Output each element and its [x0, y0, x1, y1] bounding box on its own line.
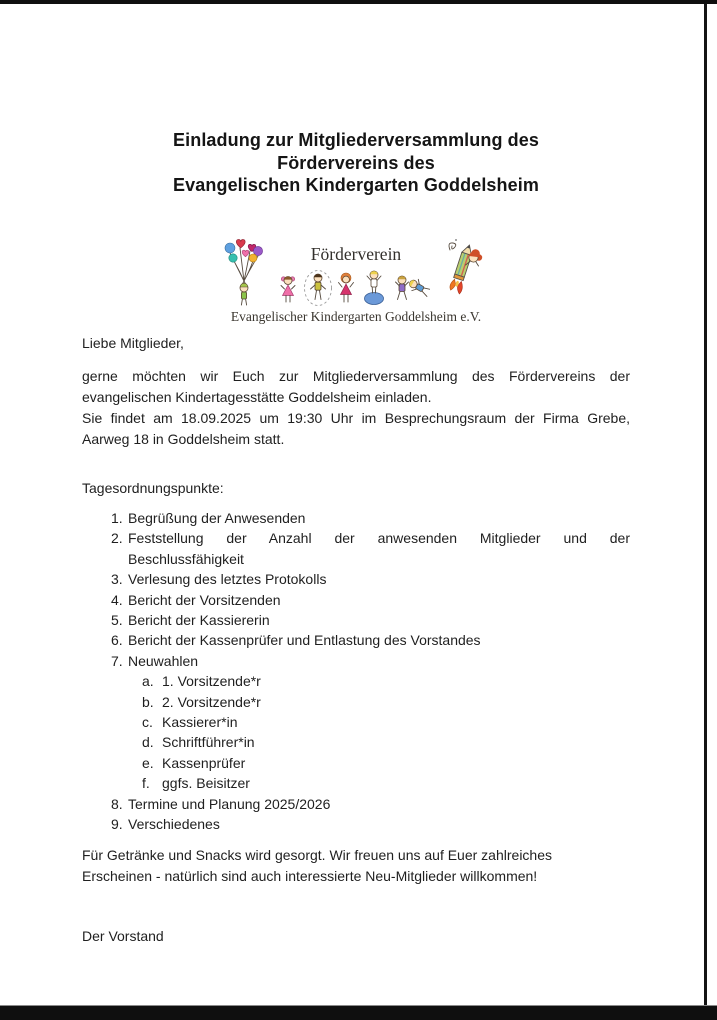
salutation: Liebe Mitglieder, — [82, 335, 184, 351]
closing-line: Für Getränke und Snacks wird gesorgt. Wir freuen uns auf Euer zahlreiches — [82, 847, 552, 863]
agenda-sub-item-text: ggfs. Beisitzer — [162, 775, 250, 792]
agenda-sub-item-letter: f. — [142, 775, 150, 792]
agenda-item-text: Verlesung des letztes Protokolls — [128, 571, 327, 588]
agenda-sub-item-text: Kassierer*in — [162, 714, 238, 731]
agenda-item-text: Bericht der Kassenprüfer und Entlastung des Vorstandes — [128, 632, 481, 649]
agenda-item-number: 3. — [111, 571, 123, 588]
closing-line: Erscheinen - natürlich sind auch interessierte Neu-Mitglieder willkommen! — [82, 868, 538, 884]
page-title — [82, 129, 630, 197]
title-line-3: Evangelischen Kindergarten Goddelsheim — [173, 175, 539, 195]
pigtail-girl-icon — [281, 277, 295, 303]
agenda-sub-item — [82, 753, 630, 773]
agenda-item — [82, 508, 630, 528]
rope-jumping-boy-icon — [305, 271, 332, 306]
signature: Der Vorstand — [82, 928, 164, 944]
ball-acrobat-icon — [365, 271, 384, 305]
agenda-sub-item-text: Kassenprüfer — [162, 754, 246, 771]
agenda-sub-item — [82, 671, 630, 691]
agenda-item — [82, 651, 630, 671]
agenda-item-number: 9. — [111, 816, 123, 833]
agenda-item-text: Feststellung der Anzahl der anwesenden Mitglieder und der Beschlussfähigkeit — [128, 530, 630, 567]
agenda-item-text: Neuwahlen — [128, 652, 199, 669]
agenda-sub-item — [82, 692, 630, 712]
agenda-item-number: 1. — [111, 510, 123, 526]
logo-subtitle: Evangelischer Kindergarten Goddelsheim e.V. — [230, 309, 482, 324]
agenda-sub-item-text: 2. Vorsitzende*r — [162, 693, 261, 710]
agenda-item — [82, 528, 630, 569]
scan-border-right — [704, 4, 707, 1005]
title-line-1: Einladung zur Mitgliederversammlung des — [173, 130, 539, 150]
agenda-sub-item-letter: d. — [142, 734, 154, 751]
agenda-item-text: Verschiedenes — [128, 816, 220, 833]
playing-children-icons — [278, 264, 430, 308]
agenda-sub-item-letter: a. — [142, 673, 154, 690]
agenda-sub-item — [82, 773, 630, 793]
scan-border-top — [0, 0, 717, 4]
agenda-item-text: Bericht der Vorsitzenden — [128, 591, 281, 608]
pencil-rocket-icon — [426, 236, 490, 300]
dancing-girl-icon — [339, 273, 354, 302]
agenda-sub-item — [82, 732, 630, 752]
agenda-heading: Tagesordnungspunkte: — [82, 480, 224, 496]
agenda-item-text: Bericht der Kassiererin — [128, 612, 270, 629]
agenda-sub-item-letter: c. — [142, 714, 153, 731]
agenda-item — [82, 569, 630, 589]
agenda-sub-item-letter: e. — [142, 754, 154, 771]
agenda-sub-item — [82, 712, 630, 732]
agenda-sub-item-text: Schriftführer*in — [162, 734, 255, 751]
agenda-item — [82, 610, 630, 630]
agenda-item — [82, 794, 630, 814]
agenda-item — [82, 590, 630, 610]
scan-border-bottom — [0, 1005, 717, 1020]
agenda-sub-item-letter: b. — [142, 693, 154, 710]
intro-line: Aarweg 18 in Goddelsheim statt. — [82, 431, 285, 447]
agenda-sub-item-text: 1. Vorsitzende*r — [162, 673, 261, 690]
agenda-item-number: 7. — [111, 652, 123, 669]
closing-paragraph — [82, 845, 630, 887]
intro-line: evangelischen Kindertagesstätte Goddelsheim einladen. — [82, 389, 432, 405]
agenda-item — [82, 630, 630, 650]
agenda-item-text: Termine und Planung 2025/2026 — [128, 795, 331, 812]
agenda-item-number: 2. — [111, 530, 123, 547]
agenda-item — [82, 814, 630, 834]
jumping-boy-icon — [396, 276, 409, 300]
agenda-item-text: Begrüßung der Anwesenden — [128, 510, 306, 526]
agenda-list — [82, 508, 630, 835]
agenda-item-number: 8. — [111, 795, 123, 812]
agenda-item-number: 4. — [111, 591, 123, 608]
intro-paragraph — [82, 366, 630, 450]
kindergarten-logo — [224, 238, 488, 330]
agenda-item-number: 5. — [111, 612, 123, 629]
intro-line: gerne möchten wir Euch zur Mitgliederversammlung des Fördervereins der — [82, 368, 630, 384]
logo-name: Förderverein — [310, 244, 402, 264]
title-line-2: Fördervereins des — [277, 152, 435, 173]
intro-line: Sie findet am 18.09.2025 um 19:30 Uhr im Besprechungsraum der Firma Grebe, — [82, 410, 630, 426]
agenda-item-number: 6. — [111, 632, 123, 649]
